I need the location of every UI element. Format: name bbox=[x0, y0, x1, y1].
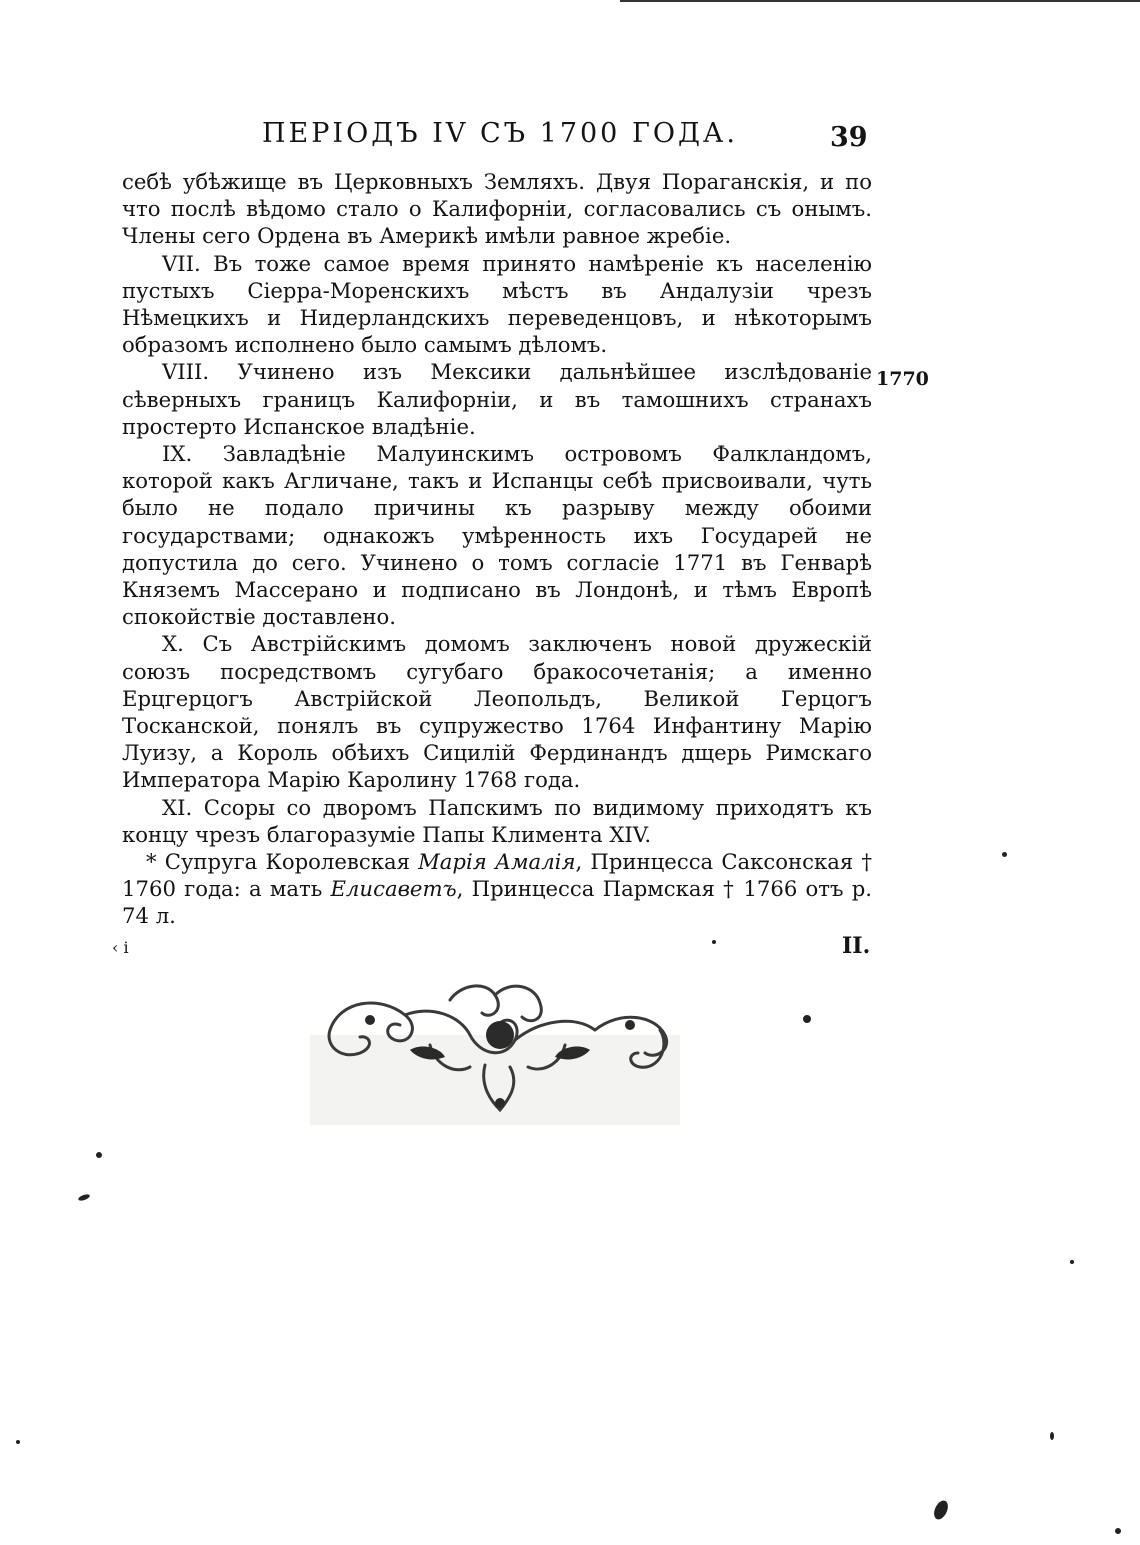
footnote-text-3: , Принцесса Пармская † 1766 отъ р. 74 л. bbox=[122, 876, 873, 929]
footnote-text-1: * Супруга Королевская bbox=[146, 849, 419, 875]
catchword: II. bbox=[842, 933, 871, 959]
signature-mark: ‹ i bbox=[112, 938, 129, 957]
running-title: ПЕРІОДЪ IV СЪ 1700 ГОДА. bbox=[262, 118, 738, 149]
paragraph-continuation: себѣ убѣжище въ Церковныхъ Земляхъ. Двуя Пораганскія, и по что послѣ вѣдомо стало о Калифорніи, согласовались съ онымъ. Члены сего Ордена въ Америкѣ имѣли равное жребіе. bbox=[122, 169, 872, 249]
paragraph-vii: VII. Въ тоже самое время принято намѣреніе къ населенію пустыхъ Сіерра-Моренскихъ мѣстъ въ Андалузіи чрезъ Нѣмецкихъ и Нидерландскихъ переведенцовъ, и нѣкоторымъ образомъ исполнено было самымъ дѣломъ. bbox=[122, 250, 872, 358]
ink-speck bbox=[1070, 1260, 1074, 1264]
ink-speck bbox=[1115, 1528, 1121, 1534]
ink-speck bbox=[803, 1015, 811, 1023]
ink-speck bbox=[78, 1193, 91, 1202]
ink-speck bbox=[96, 1152, 102, 1158]
footnote-name-maria-amalia: Марія Амалія bbox=[418, 849, 576, 875]
ink-speck bbox=[712, 940, 716, 944]
paragraph-xi: XI. Ссоры со дворомъ Папскимъ по видимому приходятъ къ концу чрезъ благоразуміе Папы Климента XIV. bbox=[122, 794, 872, 847]
margin-year-note: 1770 bbox=[876, 368, 929, 390]
body-text bbox=[122, 168, 872, 930]
paragraph-x: X. Съ Австрійскимъ домомъ заключенъ новой дружескій союзъ посредствомъ сугубаго бракосочетанія; а именно Ерцгерцогъ Австрійской Леопольдъ, Великой Герцогъ Тосканской, понялъ въ супружество 1764 Инфантину Марію Луизу, а Король обѣихъ Сицилій Фердинандъ дщерь Римскаго Императора Марію Каролину 1768 года. bbox=[122, 631, 872, 793]
ink-speck bbox=[931, 1498, 950, 1521]
paragraph-ix: IX. Завладѣніе Малуинскимъ островомъ Фалкландомъ, которой какъ Агличане, такъ и Испанцы себѣ присвоивали, чуть было не подало причины къ разрыву между обоими государствами; однакожъ умѣренность ихъ Государей не допустила до сего. Учинено о томъ согласіе 1771 въ Генварѣ Княземъ Массерано и подписано въ Лондонѣ, и тѣмъ Европѣ спокойствіе доставлено. bbox=[122, 441, 872, 630]
footnote-text-2: , Принцесса Саксонская † 1760 года: а мать bbox=[122, 849, 873, 902]
footnote bbox=[122, 848, 872, 930]
decorative-ornament bbox=[310, 975, 680, 1125]
ink-speck bbox=[1002, 852, 1007, 857]
footnote-name-elisavet: Елисаветъ bbox=[330, 876, 457, 902]
page-number: 39 bbox=[830, 122, 868, 153]
ink-speck bbox=[16, 1440, 20, 1444]
ink-speck bbox=[1050, 1432, 1054, 1440]
paragraph-viii: VIII. Учинено изъ Мексики дальнѣйшее изслѣдованіе сѣверныхъ границъ Калифорніи, и въ тамошнихъ странахъ простерто Испанское владѣніе. bbox=[122, 359, 872, 439]
top-edge-rule bbox=[620, 0, 1140, 7]
